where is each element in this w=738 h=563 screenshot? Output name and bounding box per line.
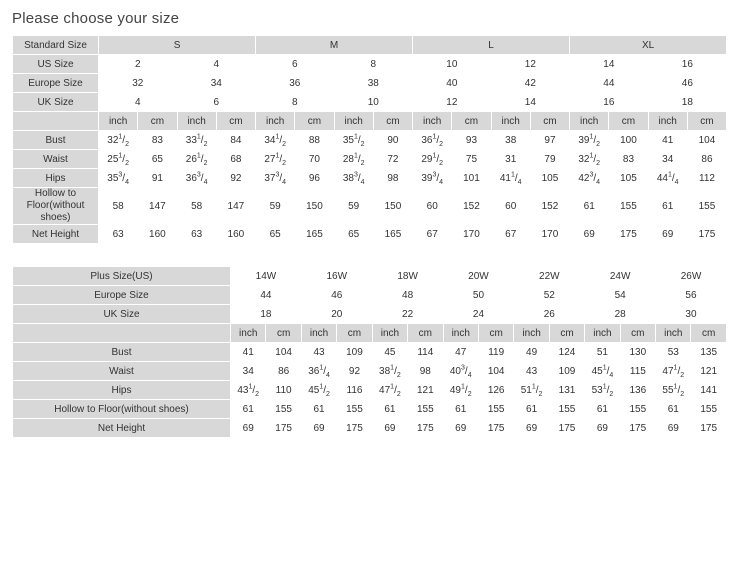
measure-cell: 69 [514,419,549,438]
unit-cell: inch [231,324,266,343]
measure-cell: 136 [620,381,655,400]
size-group-cell: M [256,36,413,55]
measure-cell: 105 [609,169,648,188]
table-row [13,362,727,381]
measure-cell: 96 [295,169,334,188]
measure-cell: 160 [138,225,177,244]
unit-cell: cm [549,324,584,343]
measure-cell: $33^1/_2$ [177,131,216,150]
measure-cell: 59 [256,188,295,225]
table-row [13,419,727,438]
unit-cell: cm [408,324,443,343]
unit-cell: inch [656,324,691,343]
table-row [13,267,727,286]
measure-cell: 110 [266,381,301,400]
table-row [13,188,727,225]
measure-cell: 63 [177,225,216,244]
measure-cell: 59 [334,188,373,225]
size-value-cell: 4 [177,55,256,74]
size-value-cell: 14W [231,267,302,286]
table-row [13,400,727,419]
unit-cell: cm [530,112,569,131]
size-value-cell: 22W [514,267,585,286]
unit-cell: cm [295,112,334,131]
unit-cell: cm [478,324,513,343]
measure-cell: 109 [337,343,372,362]
measure-cell: 69 [301,419,336,438]
measure-cell: 49 [514,343,549,362]
measure-cell: 147 [138,188,177,225]
measure-cell: 112 [687,169,726,188]
measure-cell: 175 [549,419,584,438]
unit-cell: inch [514,324,549,343]
measure-cell: 150 [373,188,412,225]
measure-cell: $35^1/_2$ [334,131,373,150]
size-value-cell: 14 [570,55,649,74]
measure-cell: $35^3/_4$ [99,169,138,188]
measure-cell: $32^1/_2$ [99,131,138,150]
measure-cell: 175 [691,419,726,438]
unit-cell: cm [620,324,655,343]
size-value-cell: 10 [413,55,492,74]
unit-cell: inch [443,324,478,343]
measure-cell: $38^3/_4$ [334,169,373,188]
measure-cell: 53 [656,343,691,362]
measure-cell: 70 [295,150,334,169]
measure-cell: $34^1/_2$ [256,131,295,150]
measure-cell: 61 [656,400,691,419]
measure-cell: 126 [478,381,513,400]
measure-cell: 60 [413,188,452,225]
measure-cell: 86 [266,362,301,381]
measure-cell: 97 [530,131,569,150]
size-group-cell: L [413,36,570,55]
size-value-cell: 6 [177,93,256,112]
size-value-cell: 50 [443,286,514,305]
size-value-cell: 4 [99,93,178,112]
measure-cell: $49^1/_2$ [443,381,478,400]
measure-cell: 45 [372,343,407,362]
table-row [13,381,727,400]
measure-cell: 100 [609,131,648,150]
measure-cell: 69 [656,419,691,438]
measure-cell: 83 [138,131,177,150]
page-title: Please choose your size [12,10,180,27]
measure-cell: 175 [687,225,726,244]
measure-cell: 93 [452,131,491,150]
measure-cell: 65 [256,225,295,244]
measure-cell: 34 [231,362,266,381]
measure-cell: $44^1/_4$ [648,169,687,188]
size-value-cell: 6 [256,55,335,74]
measure-cell: 47 [443,343,478,362]
measure-cell: 61 [301,400,336,419]
table-row [13,93,727,112]
row-label: Net Height [13,419,231,438]
unit-cell: cm [373,112,412,131]
measure-cell: 92 [337,362,372,381]
size-value-cell: 56 [656,286,727,305]
measure-cell: 98 [408,362,443,381]
size-value-cell: 26 [514,305,585,324]
measure-cell: $51^1/_2$ [514,381,549,400]
measure-cell: 90 [373,131,412,150]
measure-cell: 124 [549,343,584,362]
measure-cell: 61 [443,400,478,419]
size-value-cell: 18 [231,305,302,324]
measure-cell: 155 [266,400,301,419]
standard-size-table [12,35,727,244]
measure-cell: 104 [478,362,513,381]
size-value-cell: 28 [585,305,656,324]
row-label: Bust [13,343,231,362]
measure-cell: 84 [216,131,255,150]
table-row [13,74,727,93]
unit-cell: inch [491,112,530,131]
measure-cell: $36^1/_4$ [301,362,336,381]
table-row [13,150,727,169]
measure-cell: 175 [609,225,648,244]
measure-cell: $36^1/_2$ [413,131,452,150]
measure-cell: 92 [216,169,255,188]
measure-cell: 86 [687,150,726,169]
measure-cell: 105 [530,169,569,188]
row-label: Hips [13,381,231,400]
table-row [13,286,727,305]
measure-cell: 58 [177,188,216,225]
measure-cell: 67 [413,225,452,244]
measure-cell: $26^1/_2$ [177,150,216,169]
measure-cell: $45^1/_2$ [301,381,336,400]
measure-cell: 115 [620,362,655,381]
row-label: US Size [13,55,99,74]
measure-cell: 141 [691,381,726,400]
measure-cell: $41^1/_4$ [491,169,530,188]
measure-cell: 43 [301,343,336,362]
measure-cell: 165 [373,225,412,244]
size-value-cell: 36 [256,74,335,93]
measure-cell: 69 [372,419,407,438]
measure-cell: 155 [478,400,513,419]
measure-cell: 34 [648,150,687,169]
measure-cell: 152 [530,188,569,225]
unit-cell: inch [334,112,373,131]
size-group-cell: S [99,36,256,55]
size-value-cell: 12 [491,55,570,74]
measure-cell: 41 [648,131,687,150]
size-value-cell: 10 [334,93,413,112]
measure-cell: 135 [691,343,726,362]
row-label: Standard Size [13,36,99,55]
measure-cell: 98 [373,169,412,188]
table-row [13,112,727,131]
measure-cell: 67 [491,225,530,244]
row-label [13,324,231,343]
size-value-cell: 44 [570,74,649,93]
size-value-cell: 30 [656,305,727,324]
size-value-cell: 22 [372,305,443,324]
row-label: Bust [13,131,99,150]
measure-cell: 38 [491,131,530,150]
measure-cell: 60 [491,188,530,225]
measure-cell: 155 [687,188,726,225]
unit-cell: inch [372,324,407,343]
table-row [13,55,727,74]
table-row [13,169,727,188]
measure-cell: $36^3/_4$ [177,169,216,188]
measure-cell: $32^1/_2$ [570,150,609,169]
measure-cell: $29^1/_2$ [413,150,452,169]
measure-cell: $55^1/_2$ [656,381,691,400]
measure-cell: 121 [691,362,726,381]
unit-cell: cm [691,324,726,343]
unit-cell: cm [452,112,491,131]
table-row [13,305,727,324]
unit-cell: inch [99,112,138,131]
row-label: Hollow to Floor(without shoes) [13,400,231,419]
measure-cell: 31 [491,150,530,169]
size-value-cell: 48 [372,286,443,305]
table-row [13,225,727,244]
size-value-cell: 20 [301,305,372,324]
row-label: Europe Size [13,74,99,93]
measure-cell: 147 [216,188,255,225]
measure-cell: 72 [373,150,412,169]
size-value-cell: 2 [99,55,178,74]
measure-cell: 79 [530,150,569,169]
unit-cell: inch [413,112,452,131]
measure-cell: 69 [570,225,609,244]
measure-cell: 155 [337,400,372,419]
table-row [13,324,727,343]
size-value-cell: 32 [99,74,178,93]
measure-cell: 131 [549,381,584,400]
measure-cell: $42^3/_4$ [570,169,609,188]
row-label: Waist [13,150,99,169]
row-label: Europe Size [13,286,231,305]
measure-cell: $43^1/_2$ [231,381,266,400]
row-label: UK Size [13,305,231,324]
plus-size-table-body [13,267,727,438]
size-group-cell: XL [570,36,727,55]
measure-cell: 61 [372,400,407,419]
size-value-cell: 34 [177,74,256,93]
measure-cell: 101 [452,169,491,188]
measure-cell: 61 [585,400,620,419]
measure-cell: 65 [334,225,373,244]
unit-cell: cm [609,112,648,131]
measure-cell: 61 [231,400,266,419]
measure-cell: 116 [337,381,372,400]
row-label: Waist [13,362,231,381]
measure-cell: 114 [408,343,443,362]
measure-cell: $40^3/_4$ [443,362,478,381]
row-label: Hips [13,169,99,188]
measure-cell: $45^1/_4$ [585,362,620,381]
measure-cell: 65 [138,150,177,169]
measure-cell: 69 [648,225,687,244]
measure-cell: 61 [514,400,549,419]
unit-cell: inch [570,112,609,131]
measure-cell: 152 [452,188,491,225]
standard-size-table-body [13,36,727,244]
measure-cell: $37^3/_4$ [256,169,295,188]
measure-cell: 155 [609,188,648,225]
measure-cell: $38^1/_2$ [372,362,407,381]
size-value-cell: 16 [570,93,649,112]
measure-cell: 41 [231,343,266,362]
unit-cell: cm [266,324,301,343]
size-value-cell: 8 [256,93,335,112]
measure-cell: $27^1/_2$ [256,150,295,169]
size-value-cell: 24W [585,267,656,286]
unit-cell: inch [256,112,295,131]
size-value-cell: 8 [334,55,413,74]
measure-cell: $53^1/_2$ [585,381,620,400]
measure-cell: 43 [514,362,549,381]
measure-cell: 88 [295,131,334,150]
measure-cell: 69 [585,419,620,438]
row-label: UK Size [13,93,99,112]
measure-cell: 150 [295,188,334,225]
measure-cell: 104 [266,343,301,362]
size-value-cell: 40 [413,74,492,93]
measure-cell: 69 [443,419,478,438]
measure-cell: 68 [216,150,255,169]
measure-cell: 170 [530,225,569,244]
measure-cell: 175 [266,419,301,438]
unit-cell: cm [337,324,372,343]
measure-cell: $47^1/_2$ [372,381,407,400]
size-value-cell: 16W [301,267,372,286]
measure-cell: 83 [609,150,648,169]
measure-cell: 119 [478,343,513,362]
measure-cell: 175 [478,419,513,438]
measure-cell: 121 [408,381,443,400]
measure-cell: 61 [570,188,609,225]
table-row [13,36,727,55]
measure-cell: $39^3/_4$ [413,169,452,188]
measure-cell: 165 [295,225,334,244]
unit-cell: inch [301,324,336,343]
table-row [13,131,727,150]
row-label: Hollow to Floor(without shoes) [13,188,99,225]
unit-cell: inch [177,112,216,131]
unit-cell: cm [138,112,177,131]
size-value-cell: 14 [491,93,570,112]
measure-cell: 61 [648,188,687,225]
unit-cell: cm [687,112,726,131]
measure-cell: 155 [620,400,655,419]
size-value-cell: 18 [648,93,727,112]
table-row [13,343,727,362]
measure-cell: $28^1/_2$ [334,150,373,169]
measure-cell: $25^1/_2$ [99,150,138,169]
measure-cell: 130 [620,343,655,362]
size-value-cell: 42 [491,74,570,93]
size-value-cell: 16 [648,55,727,74]
measure-cell: 69 [231,419,266,438]
measure-cell: 175 [620,419,655,438]
measure-cell: 104 [687,131,726,150]
measure-cell: 155 [408,400,443,419]
measure-cell: 160 [216,225,255,244]
measure-cell: 109 [549,362,584,381]
size-value-cell: 46 [301,286,372,305]
measure-cell: 155 [549,400,584,419]
plus-size-table [12,266,727,438]
measure-cell: 170 [452,225,491,244]
measure-cell: 51 [585,343,620,362]
size-value-cell: 54 [585,286,656,305]
measure-cell: 155 [691,400,726,419]
measure-cell: 75 [452,150,491,169]
size-value-cell: 52 [514,286,585,305]
size-value-cell: 20W [443,267,514,286]
row-label: Plus Size(US) [13,267,231,286]
measure-cell: 175 [337,419,372,438]
size-value-cell: 18W [372,267,443,286]
measure-cell: $39^1/_2$ [570,131,609,150]
size-value-cell: 44 [231,286,302,305]
measure-cell: 58 [99,188,138,225]
row-label [13,112,99,131]
unit-cell: inch [648,112,687,131]
size-value-cell: 38 [334,74,413,93]
unit-cell: cm [216,112,255,131]
size-value-cell: 26W [656,267,727,286]
size-value-cell: 46 [648,74,727,93]
size-value-cell: 24 [443,305,514,324]
row-label: Net Height [13,225,99,244]
measure-cell: 175 [408,419,443,438]
measure-cell: 91 [138,169,177,188]
measure-cell: $47^1/_2$ [656,362,691,381]
measure-cell: 63 [99,225,138,244]
size-value-cell: 12 [413,93,492,112]
unit-cell: inch [585,324,620,343]
